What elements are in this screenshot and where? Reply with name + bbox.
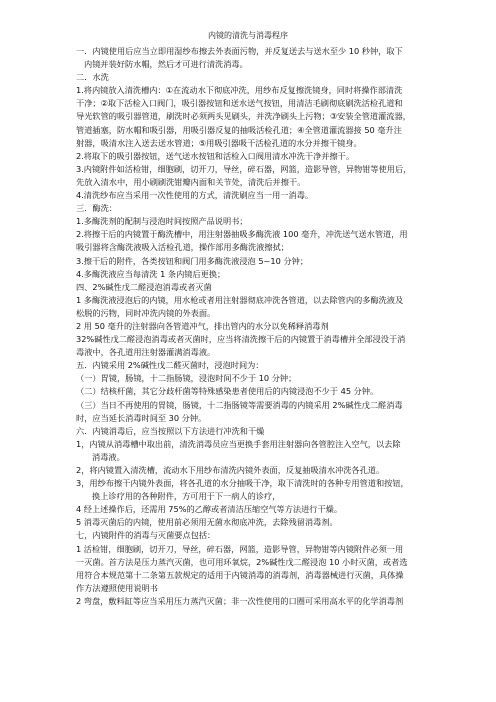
body-line: 五．内镜采用 2%碱性戊二醛灭菌时，浸泡时间为： — [76, 360, 264, 371]
body-line: 松脱的污物，同时冲洗内镜的外表面。 — [76, 307, 216, 318]
body-line: 3.内镜附件如活检钳，细胞刷，切开刀，导丝，碎石器，网篮，造影导管，异物钳等使用后， — [76, 163, 412, 174]
document-body — [76, 45, 424, 608]
body-line: 4.清洗纱布应当采用一次性使用的方式，清洗刷应当一用一消毒。 — [76, 190, 314, 201]
body-line: 1 多酶洗液浸泡后的内镜，用水枪或者用注射器彻底冲洗各管道，以去除管内的多酶洗液及 — [76, 294, 404, 305]
body-line: 吸引器将含酶洗液吸入活检孔道，操作部用多酶洗液擦拭； — [76, 242, 289, 253]
body-line: 1，内镜从消毒槽中取出前，清洗消毒员应当更换手套用注射器向各管腔注入空气，以去除 — [76, 438, 401, 449]
body-line: 一灭菌。首方法是压力蒸汽灭菌，也可用环氧烷，2%碱性戊二醛浸泡 10 小时灭菌，或者选 — [76, 556, 408, 567]
body-line: 二．水洗 — [76, 72, 109, 83]
body-line: 2.将取下的吸引器按钮，送气送水按钮和活检入口阀用清水冲洗干净并擦干。 — [76, 150, 355, 161]
body-line: （一）胃镜，肠镜，十二指肠镜，浸泡时间不少于 10 分钟； — [76, 373, 297, 384]
body-line: 2，将内镜置入清洗槽，流动水下用纱布清洗内镜外表面，反复抽吸清水冲洗各孔道。 — [76, 465, 385, 475]
body-line: 一．内镜使用后应当立即用湿纱布擦去外表面污物，并反复送去与送水至少 10 秒钟，取下 — [76, 46, 403, 56]
body-line: 毒液中，各孔道用注射器灌满消毒液。 — [76, 347, 216, 358]
body-line: 4.多酶洗液应当每清洗 1 条内镜后更换； — [76, 268, 226, 279]
body-line: （三）当日不再使用的胃镜，肠镜，十二指肠镜等需要消毒的内镜采用 2%碱性戊二醛消毒 — [76, 399, 403, 410]
body-line: 作方法遵照使用说明书 — [76, 582, 158, 593]
body-line: 四、2%碱性戊二醛浸泡消毒或者灭菌 — [76, 281, 212, 292]
body-line: 2 弯盘，敷料缸等应当采用压力蒸汽灭菌；非一次性使用的口圈可采用高水平的化学消毒剂 — [76, 595, 404, 606]
body-line: 消毒液。 — [92, 451, 125, 462]
body-line: 1.多酶洗剂的配制与浸泡时间按照产品说明书； — [76, 216, 248, 227]
body-line: 时，应当延长消毒时间至 30 分钟。 — [76, 412, 207, 423]
document-title: 内镜的清洗与消毒程序 — [208, 31, 288, 40]
body-line: 射器，吸清水注入送去送水管道；⑤用吸引器吸干活检孔道的水分并擦干镜身。 — [76, 137, 362, 148]
body-line: 32%碱性戊二醛浸泡消毒或者灭菌时，应当将清洗擦干后的内镜置于消毒槽并全部浸没于消 — [76, 334, 406, 345]
body-line: 5 消毒灭菌后的内镜，使用前必须用无菌水彻底冲洗，去除残留消毒剂。 — [76, 517, 338, 528]
body-line: 2.将擦干后的内镜置于酶洗槽中，用注射器抽吸多酶洗液 100 毫升，冲洗送气送水管道，用 — [76, 229, 408, 240]
body-line: 七，内镜附件的消毒与灭菌要点包括： — [76, 530, 216, 541]
body-line: 导光软管的吸引器管道，刷洗时必须两头见刷头，并洗净刷头上污物；③安装全管道灌流器， — [76, 111, 411, 122]
body-line: 用符合本规范第十二条第五款规定的适用于内镜消毒的消毒剂，消毒器械进行灭菌，具体操 — [76, 569, 404, 580]
body-line: （二）结核杆菌，其它分歧杆菌等特殊感染患者使用后的内镜浸泡不少于 45 分钟。 — [76, 386, 379, 397]
body-line: 4 经上述操作后，还需用 75%的乙醇或者清洁压缩空气等方法进行干燥。 — [76, 504, 343, 515]
body-line: 2 用 50 毫升的注射器向各管道冲气，排出管内的水分以免稀释消毒剂 — [76, 320, 329, 331]
body-line: 1.将内镜放入清洗槽内：①在流动水下彻底冲洗，用纱布反复擦洗镜身，同时将操作部清洗 — [76, 85, 403, 96]
body-line: 管道插塞，防水帽和吸引器，用吸引器反复的抽吸活检孔道；④全管道灌流器接 50 毫升注 — [76, 124, 402, 135]
body-line: 内镜并装好防水帽，然后才可进行清洗消毒。 — [84, 59, 248, 70]
body-line: 1 活检钳，细胞刷，切开刀，导丝，碎石器，网篮，造影导管，异物钳等内镜附件必须一用 — [76, 543, 404, 554]
body-line: 换上诊疗用的各种附件，方可用于下一病人的诊疗， — [92, 491, 281, 502]
body-line: 3，用纱布擦干内镜外表面，将各孔道的水分抽吸干净，取下清洗时的各种专用管道和按钮， — [76, 478, 409, 489]
body-line: 3.擦干后的附件，各类按钮和阀门用多酶洗液浸泡 5~10 分钟； — [76, 255, 309, 266]
body-line: 先放入清水中，用小刷刷洗钳瓣内面和关节处，清洗后并擦干。 — [76, 176, 306, 187]
body-line: 六．内镜消毒后，应当按照以下方法进行冲洗和干燥 — [76, 425, 265, 436]
body-line: 三．酶洗： — [76, 203, 117, 214]
body-line: 干净；②取下活检入口阀门，吸引器按钮和送水送气按钮，用清洁毛刷彻底刷洗活检孔道和 — [76, 98, 403, 109]
